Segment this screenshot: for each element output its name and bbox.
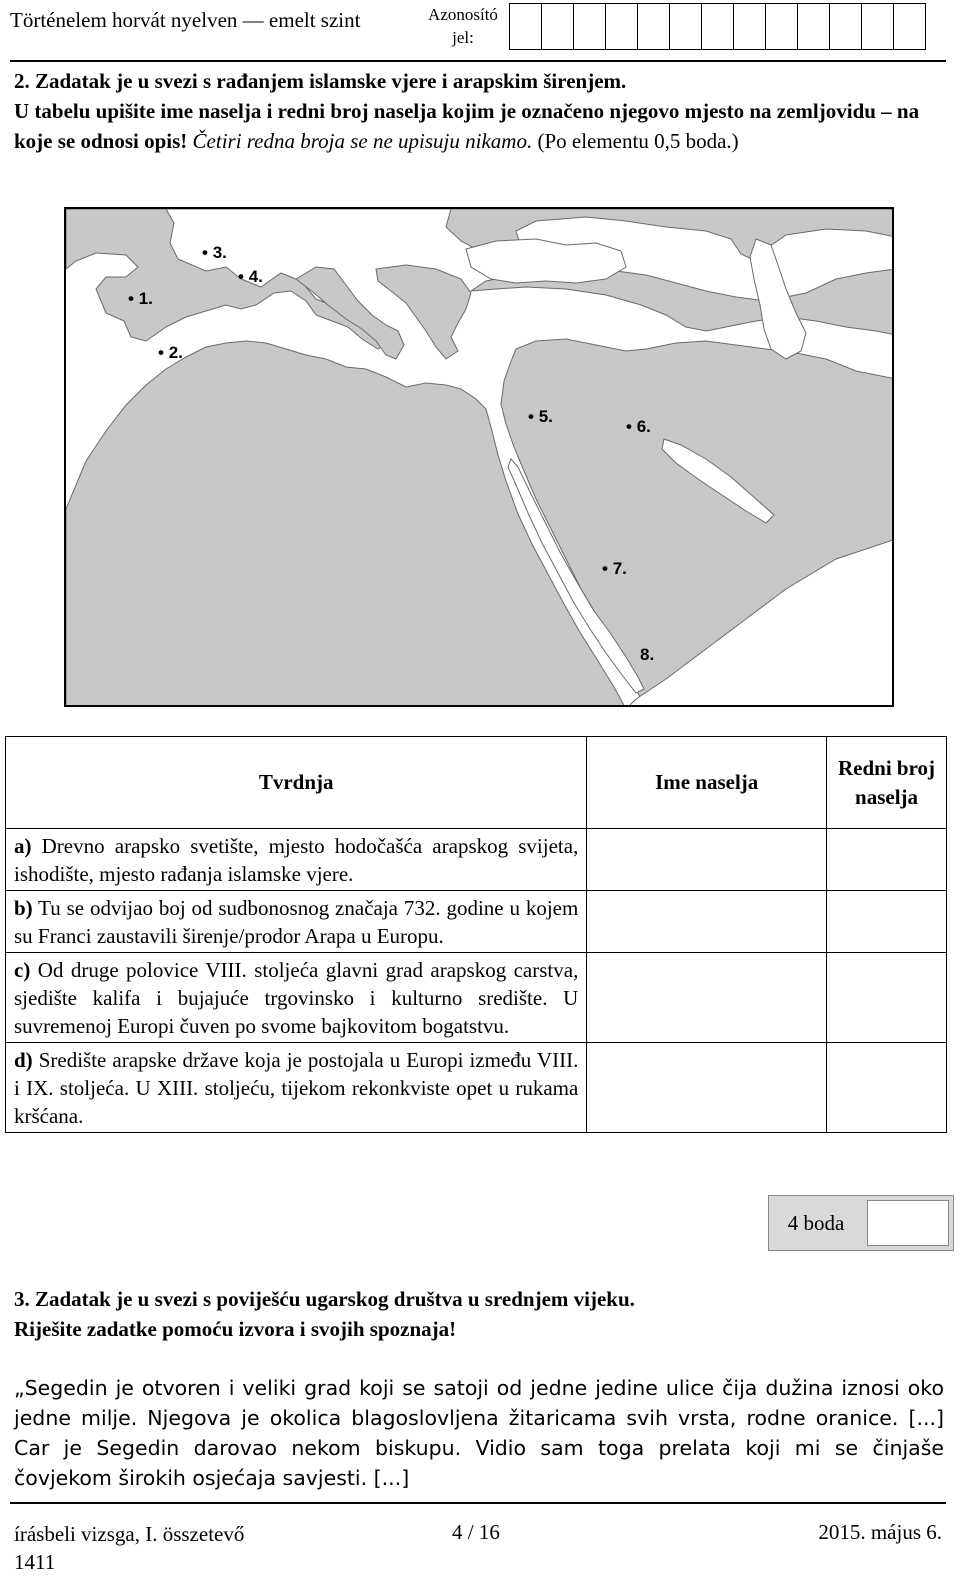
header-settlement-number: Redni broj naselja (827, 737, 947, 829)
points-score-cell[interactable] (867, 1200, 949, 1246)
statement-d-text: Središte arapske države koja je postojala u Europi između VIII. i IX. stoljeća. U XIII. stoljeću, tijekom rekonkviste opet u rukama kršćana. (14, 1048, 579, 1128)
id-box[interactable] (797, 3, 830, 50)
answer-number-d[interactable] (827, 1043, 947, 1133)
id-box[interactable] (893, 3, 926, 50)
map-label-5: • 5. (528, 407, 553, 426)
points-label: 4 boda (769, 1196, 863, 1250)
task3-heading: 3. Zadatak je u svezi s poviješću ugarskog društva u srednjem vijeku. (14, 1287, 635, 1311)
map-label-3: • 3. (202, 243, 227, 262)
id-boxes (509, 3, 925, 50)
map-label-1: • 1. (128, 289, 153, 308)
statement-b-text: Tu se odvijao boj od sudbonosnog značaja 732. godine u kojem su Franci zaustavili širenje/prodor Arapa u Europu. (14, 896, 579, 948)
source-quote: „Segedin je otvoren i veliki grad koji se satoji od jedne jedine ulice čija dužina iznosi oko jedne milje. Njegova je okolica blagoslovljena žitaricama svih vrsta, rodne oranice. [...] Car je Segedin darovao nekom biskupu. Vidio sam toga prelata koji mi se činjaše čovjekom širokih osjećaja savjesti. [...] (14, 1376, 944, 1490)
map-label-2-text: 2. (168, 343, 183, 362)
id-box[interactable] (765, 3, 798, 50)
id-box[interactable] (573, 3, 606, 50)
statement-a (6, 829, 587, 891)
answer-name-c[interactable] (587, 953, 827, 1043)
id-box[interactable] (637, 3, 670, 50)
id-box[interactable] (861, 3, 894, 50)
map-label-6: • 6. (626, 417, 651, 436)
footer-rule (10, 1502, 946, 1504)
statement-a-letter: a) (14, 834, 32, 858)
header-statement: Tvrdnja (6, 737, 587, 829)
id-box[interactable] (605, 3, 638, 50)
answer-number-b[interactable] (827, 891, 947, 953)
task3-instruction: Riješite zadatke pomoću izvora i svojih spoznaja! (14, 1317, 457, 1341)
map-drawing (66, 209, 894, 707)
map-label-7: • 7. (602, 559, 627, 578)
id-label (418, 3, 508, 49)
map-land-europe-west (66, 209, 391, 349)
map-label-5-text: 5. (538, 407, 553, 426)
id-box[interactable] (509, 3, 542, 50)
map-label-6-text: 6. (636, 417, 651, 436)
map-label-3-text: 3. (212, 243, 227, 262)
statement-d (6, 1043, 587, 1133)
map-label-4: • 4. (238, 267, 263, 286)
footer-page-number: 4 / 16 (452, 1520, 500, 1544)
statement-c-letter: c) (14, 958, 31, 982)
id-box[interactable] (669, 3, 702, 50)
id-box[interactable] (541, 3, 574, 50)
statement-a-text: Drevno arapsko svetište, mjesto hodočašća arapskog svijeta, ishodište, mjesto rađanja islamske vjere. (14, 834, 579, 886)
id-label-line2: jel: (452, 28, 474, 47)
task2-italic-note: Četiri redna broja se ne upisuju nikamo. (192, 129, 533, 153)
task2-heading: 2. Zadatak je u svezi s rađanjem islamske vjere i arapskim širenjem. (14, 69, 627, 93)
header-title: Történelem horvát nyelven — emelt szint (10, 8, 361, 32)
answer-number-a[interactable] (827, 829, 947, 891)
map-label-7-text: 7. (612, 559, 627, 578)
footer-date: 2015. május 6. (818, 1520, 942, 1544)
task2-instruction: U tabelu upišite ime naselja i redni broj naselja kojim je označeno njegovo mjesto na zemljovidu – na koje se odnosi opis! (14, 99, 920, 153)
id-box[interactable] (829, 3, 862, 50)
statement-d-letter: d) (14, 1048, 33, 1072)
map-sea-black (466, 239, 626, 283)
map-label-2: • 2. (158, 343, 183, 362)
map-label-4-text: 4. (248, 267, 263, 286)
map (64, 207, 894, 707)
statement-c (6, 953, 587, 1043)
answer-name-b[interactable] (587, 891, 827, 953)
statement-b (6, 891, 587, 953)
map-label-8-text: 8. (640, 645, 655, 664)
map-label-1-text: 1. (138, 289, 153, 308)
answer-number-c[interactable] (827, 953, 947, 1043)
points-box (768, 1195, 954, 1251)
header-settlement-name: Ime naselja (587, 737, 827, 829)
answer-name-a[interactable] (587, 829, 827, 891)
id-label-line1: Azonosító (428, 5, 498, 24)
statement-c-text: Od druge polovice VIII. stoljeća glavni grad arapskog carstva, sjedište kalifa i bujajuće trgovinsko i kulturno središte. U suvremenoj Europi čuven po svome bajkovitom bogatstvu. (14, 958, 579, 1038)
task3-text (14, 1284, 944, 1344)
header-rule (10, 60, 946, 62)
task2-text (14, 66, 944, 156)
statement-b-letter: b) (14, 896, 33, 920)
answer-name-d[interactable] (587, 1043, 827, 1133)
id-box[interactable] (733, 3, 766, 50)
answer-table (5, 736, 947, 1133)
task2-points-note: (Po elementu 0,5 boda.) (537, 129, 739, 153)
map-label-8 (640, 645, 654, 665)
footer-exam-part: írásbeli vizsga, I. összetevő (14, 1522, 245, 1546)
id-box[interactable] (701, 3, 734, 50)
footer-code: 1411 (14, 1550, 56, 1574)
footer-exam-info (14, 1520, 244, 1576)
